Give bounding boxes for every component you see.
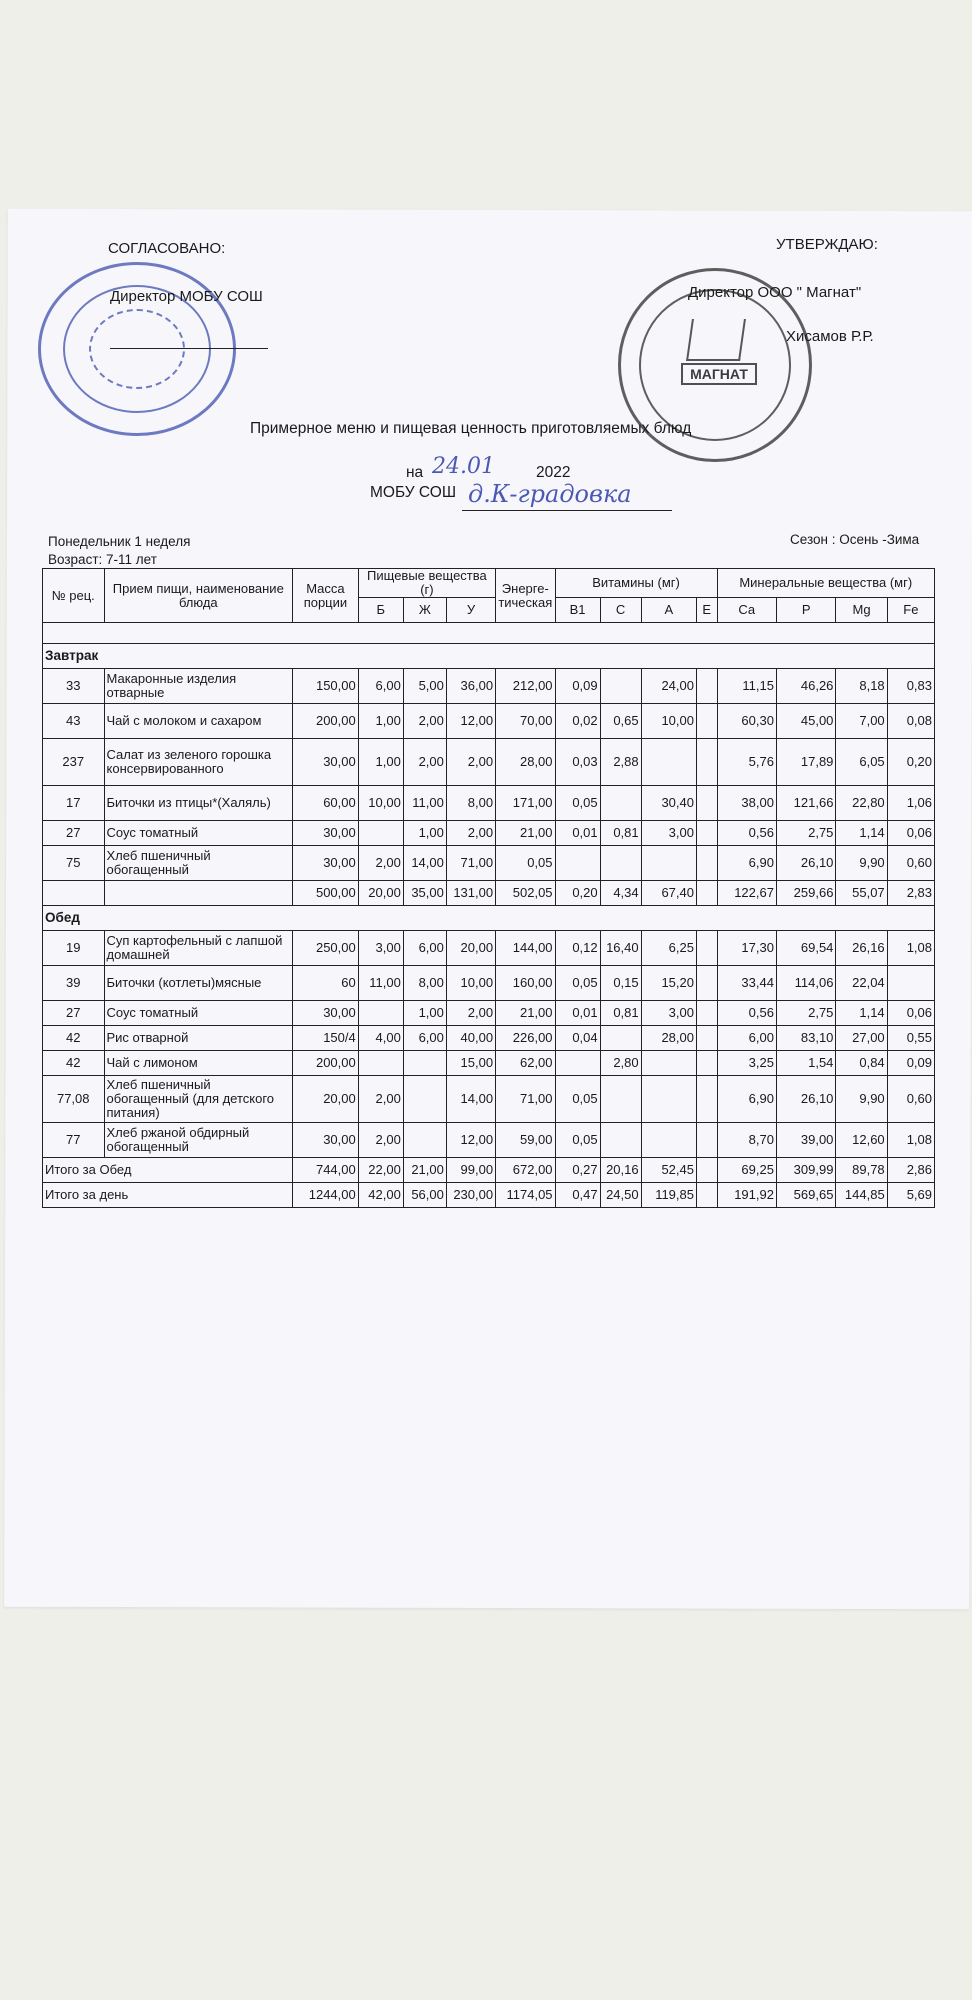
table-row: [43, 739, 935, 786]
value-ca: 0,56: [717, 821, 776, 846]
portion-mass: 30,00: [293, 1123, 359, 1158]
total-b: 20,00: [358, 881, 403, 906]
total-mg: 144,85: [836, 1183, 887, 1208]
col-u: У: [446, 598, 495, 623]
breakfast-total: [43, 881, 935, 906]
value-e: [696, 846, 717, 881]
value-b1: 0,05: [555, 1123, 600, 1158]
total-c: 20,16: [600, 1158, 641, 1183]
value-u: 36,00: [446, 669, 495, 704]
value-ca: 17,30: [717, 931, 776, 966]
value-zh: 6,00: [403, 1026, 446, 1051]
col-num: № рец.: [43, 569, 105, 623]
value-mg: 12,60: [836, 1123, 887, 1158]
right-director-name: Хисамов Р.Р.: [786, 328, 874, 345]
total-b: 42,00: [358, 1183, 403, 1208]
value-b: 1,00: [358, 704, 403, 739]
total-fe: 5,69: [887, 1183, 934, 1208]
col-energy: Энерге-тическая: [496, 569, 555, 623]
day-total-label: Итого за день: [43, 1183, 293, 1208]
value-e: [696, 1051, 717, 1076]
value-a: 15,20: [641, 966, 696, 1001]
value-mg: 22,04: [836, 966, 887, 1001]
date-handwritten: 24.01: [432, 454, 495, 479]
col-zh: Ж: [403, 598, 446, 623]
value-en: 21,00: [496, 821, 555, 846]
total-b1: 0,27: [555, 1158, 600, 1183]
value-c: 0,65: [600, 704, 641, 739]
value-e: [696, 739, 717, 786]
portion-mass: 60,00: [293, 786, 359, 821]
value-e: [696, 931, 717, 966]
value-e: [696, 1026, 717, 1051]
lunch-total-label: Итого за Обед: [43, 1158, 293, 1183]
recipe-number: 19: [43, 931, 105, 966]
value-en: 71,00: [496, 1076, 555, 1123]
value-ca: 6,90: [717, 1076, 776, 1123]
portion-mass: 30,00: [293, 821, 359, 846]
total-mg: 55,07: [836, 881, 887, 906]
total-zh: 56,00: [403, 1183, 446, 1208]
value-b: 1,00: [358, 739, 403, 786]
recipe-number: 77,08: [43, 1076, 105, 1123]
value-c: 2,88: [600, 739, 641, 786]
value-c: [600, 669, 641, 704]
value-e: [696, 966, 717, 1001]
value-zh: 2,00: [403, 739, 446, 786]
col-ca: Са: [717, 598, 776, 623]
total-mass: 1244,00: [293, 1183, 359, 1208]
value-b: 10,00: [358, 786, 403, 821]
total-en: 502,05: [496, 881, 555, 906]
value-mg: 27,00: [836, 1026, 887, 1051]
col-a: А: [641, 598, 696, 623]
approve-heading: УТВЕРЖДАЮ:: [776, 236, 878, 253]
value-mg: 0,84: [836, 1051, 887, 1076]
header-row-1: [43, 569, 935, 598]
table-row: [43, 931, 935, 966]
value-mg: 6,05: [836, 739, 887, 786]
empty-row: [43, 623, 935, 644]
dish-name: Чай с лимоном: [104, 1051, 293, 1076]
school-prefix: МОБУ СОШ: [370, 484, 457, 501]
value-en: 59,00: [496, 1123, 555, 1158]
col-nutrients: Пищевые вещества (г): [358, 569, 495, 598]
value-p: 17,89: [776, 739, 835, 786]
year: 2022: [536, 464, 571, 481]
table-row: [43, 1123, 935, 1158]
total-ca: 122,67: [717, 881, 776, 906]
value-c: 0,15: [600, 966, 641, 1001]
section-lunch-label: Обед: [43, 906, 935, 931]
section-breakfast: [43, 644, 935, 669]
empty-cell: [43, 881, 105, 906]
value-ca: 6,90: [717, 846, 776, 881]
value-mg: 7,00: [836, 704, 887, 739]
value-zh: 1,00: [403, 1001, 446, 1026]
value-fe: 0,20: [887, 739, 934, 786]
portion-mass: 30,00: [293, 846, 359, 881]
value-ca: 3,25: [717, 1051, 776, 1076]
value-b1: 0,09: [555, 669, 600, 704]
value-fe: 0,08: [887, 704, 934, 739]
value-fe: [887, 966, 934, 1001]
total-p: 569,65: [776, 1183, 835, 1208]
value-en: 226,00: [496, 1026, 555, 1051]
stamp-logo-text: МАГНАТ: [681, 363, 757, 385]
value-mg: 1,14: [836, 821, 887, 846]
value-b1: 0,05: [555, 966, 600, 1001]
total-u: 131,00: [446, 881, 495, 906]
section-breakfast-label: Завтрак: [43, 644, 935, 669]
season-label: Сезон : Осень -Зима: [790, 532, 920, 547]
value-p: 2,75: [776, 1001, 835, 1026]
col-meal: Прием пищи, наименование блюда: [104, 569, 293, 623]
dish-name: Биточки из птицы*(Халяль): [104, 786, 293, 821]
value-a: 3,00: [641, 1001, 696, 1026]
total-fe: 2,86: [887, 1158, 934, 1183]
value-u: 71,00: [446, 846, 495, 881]
total-ca: 191,92: [717, 1183, 776, 1208]
value-fe: 1,06: [887, 786, 934, 821]
value-mg: 22,80: [836, 786, 887, 821]
value-u: 8,00: [446, 786, 495, 821]
col-minerals: Минеральные вещества (мг): [717, 569, 934, 598]
col-e: Е: [696, 598, 717, 623]
value-c: [600, 786, 641, 821]
total-b1: 0,47: [555, 1183, 600, 1208]
total-e: [696, 881, 717, 906]
col-mg: Mg: [836, 598, 887, 623]
total-mg: 89,78: [836, 1158, 887, 1183]
recipe-number: 17: [43, 786, 105, 821]
value-fe: 0,83: [887, 669, 934, 704]
dish-name: Хлеб пшеничный обогащенный (для детского питания): [104, 1076, 293, 1123]
value-p: 114,06: [776, 966, 835, 1001]
dish-name: Соус томатный: [104, 821, 293, 846]
value-a: [641, 1123, 696, 1158]
value-c: [600, 1026, 641, 1051]
value-fe: 1,08: [887, 1123, 934, 1158]
value-mg: 1,14: [836, 1001, 887, 1026]
dish-name: Суп картофельный с лапшой домашней: [104, 931, 293, 966]
value-a: 28,00: [641, 1026, 696, 1051]
value-a: 3,00: [641, 821, 696, 846]
value-e: [696, 786, 717, 821]
lunch-total: [43, 1158, 935, 1183]
value-p: 1,54: [776, 1051, 835, 1076]
value-e: [696, 704, 717, 739]
value-en: 0,05: [496, 846, 555, 881]
value-c: 0,81: [600, 821, 641, 846]
total-zh: 21,00: [403, 1158, 446, 1183]
value-a: 10,00: [641, 704, 696, 739]
value-c: 16,40: [600, 931, 641, 966]
value-ca: 11,15: [717, 669, 776, 704]
value-en: 62,00: [496, 1051, 555, 1076]
total-c: 4,34: [600, 881, 641, 906]
total-a: 119,85: [641, 1183, 696, 1208]
recipe-number: 42: [43, 1051, 105, 1076]
value-b: 2,00: [358, 1076, 403, 1123]
value-zh: 2,00: [403, 704, 446, 739]
value-b1: 0,03: [555, 739, 600, 786]
total-fe: 2,83: [887, 881, 934, 906]
document-title: Примерное меню и пищевая ценность приготовляемых блюд: [250, 420, 692, 437]
value-mg: 9,90: [836, 1076, 887, 1123]
total-mass: 744,00: [293, 1158, 359, 1183]
value-u: 40,00: [446, 1026, 495, 1051]
dish-name: Салат из зеленого горошка консервированного: [104, 739, 293, 786]
value-ca: 38,00: [717, 786, 776, 821]
value-b1: 0,05: [555, 786, 600, 821]
value-en: 160,00: [496, 966, 555, 1001]
value-en: 212,00: [496, 669, 555, 704]
value-zh: 8,00: [403, 966, 446, 1001]
value-c: [600, 1076, 641, 1123]
school-underline: [462, 510, 672, 511]
value-b: [358, 1051, 403, 1076]
value-ca: 6,00: [717, 1026, 776, 1051]
value-en: 21,00: [496, 1001, 555, 1026]
total-en: 672,00: [496, 1158, 555, 1183]
value-p: 45,00: [776, 704, 835, 739]
value-en: 171,00: [496, 786, 555, 821]
value-b: 3,00: [358, 931, 403, 966]
table-row: [43, 1076, 935, 1123]
recipe-number: 75: [43, 846, 105, 881]
value-u: 12,00: [446, 1123, 495, 1158]
value-mg: 9,90: [836, 846, 887, 881]
total-u: 99,00: [446, 1158, 495, 1183]
value-mg: 26,16: [836, 931, 887, 966]
value-fe: 0,60: [887, 846, 934, 881]
value-a: [641, 739, 696, 786]
col-vitamins: Витамины (мг): [555, 569, 717, 598]
portion-mass: 150/4: [293, 1026, 359, 1051]
recipe-number: 39: [43, 966, 105, 1001]
col-b1: В1: [555, 598, 600, 623]
value-zh: 5,00: [403, 669, 446, 704]
value-b: 2,00: [358, 846, 403, 881]
value-fe: 0,09: [887, 1051, 934, 1076]
table-row: [43, 821, 935, 846]
value-b: [358, 1001, 403, 1026]
date-prefix: на: [406, 464, 424, 481]
value-p: 26,10: [776, 1076, 835, 1123]
value-b1: 0,05: [555, 1076, 600, 1123]
value-e: [696, 821, 717, 846]
portion-mass: 200,00: [293, 1051, 359, 1076]
value-b: 6,00: [358, 669, 403, 704]
value-u: 10,00: [446, 966, 495, 1001]
value-en: 28,00: [496, 739, 555, 786]
total-c: 24,50: [600, 1183, 641, 1208]
value-b: 11,00: [358, 966, 403, 1001]
total-zh: 35,00: [403, 881, 446, 906]
value-u: 15,00: [446, 1051, 495, 1076]
value-zh: 11,00: [403, 786, 446, 821]
value-p: 121,66: [776, 786, 835, 821]
portion-mass: 30,00: [293, 739, 359, 786]
value-ca: 0,56: [717, 1001, 776, 1026]
value-b1: [555, 1051, 600, 1076]
total-b: 22,00: [358, 1158, 403, 1183]
value-p: 69,54: [776, 931, 835, 966]
value-mg: 8,18: [836, 669, 887, 704]
value-p: 39,00: [776, 1123, 835, 1158]
total-a: 67,40: [641, 881, 696, 906]
dish-name: Хлеб ржаной обдирный обогащенный: [104, 1123, 293, 1158]
value-zh: [403, 1051, 446, 1076]
value-b1: 0,02: [555, 704, 600, 739]
value-ca: 60,30: [717, 704, 776, 739]
value-e: [696, 1076, 717, 1123]
value-ca: 33,44: [717, 966, 776, 1001]
age-label: Возраст: 7-11 лет: [48, 552, 157, 567]
portion-mass: 20,00: [293, 1076, 359, 1123]
col-c: С: [600, 598, 641, 623]
col-mass: Масса порции: [293, 569, 359, 623]
value-a: [641, 846, 696, 881]
value-b: [358, 821, 403, 846]
value-zh: 14,00: [403, 846, 446, 881]
portion-mass: 60: [293, 966, 359, 1001]
total-e: [696, 1183, 717, 1208]
value-a: 30,40: [641, 786, 696, 821]
table-row: [43, 966, 935, 1001]
total-a: 52,45: [641, 1158, 696, 1183]
value-u: 2,00: [446, 739, 495, 786]
dish-name: Чай с молоком и сахаром: [104, 704, 293, 739]
total-en: 1174,05: [496, 1183, 555, 1208]
recipe-number: 43: [43, 704, 105, 739]
value-zh: 6,00: [403, 931, 446, 966]
value-en: 144,00: [496, 931, 555, 966]
section-lunch: [43, 906, 935, 931]
menu-table: [42, 568, 935, 1208]
value-fe: 0,60: [887, 1076, 934, 1123]
value-b1: 0,12: [555, 931, 600, 966]
value-fe: 0,55: [887, 1026, 934, 1051]
value-u: 2,00: [446, 1001, 495, 1026]
recipe-number: 27: [43, 821, 105, 846]
dish-name: Макаронные изделия отварные: [104, 669, 293, 704]
dish-name: Биточки (котлеты)мясные: [104, 966, 293, 1001]
value-a: [641, 1051, 696, 1076]
value-a: [641, 1076, 696, 1123]
value-u: 14,00: [446, 1076, 495, 1123]
dish-name: Соус томатный: [104, 1001, 293, 1026]
value-e: [696, 1001, 717, 1026]
table-row: [43, 1051, 935, 1076]
recipe-number: 42: [43, 1026, 105, 1051]
school-handwritten: д.К-градовка: [468, 480, 632, 508]
value-en: 70,00: [496, 704, 555, 739]
value-fe: 1,08: [887, 931, 934, 966]
left-signature-line: [110, 348, 268, 349]
value-u: 20,00: [446, 931, 495, 966]
table-row: [43, 704, 935, 739]
total-mass: 500,00: [293, 881, 359, 906]
total-ca: 69,25: [717, 1158, 776, 1183]
value-p: 46,26: [776, 669, 835, 704]
agreed-heading: СОГЛАСОВАНО:: [108, 240, 226, 257]
value-zh: 1,00: [403, 821, 446, 846]
portion-mass: 250,00: [293, 931, 359, 966]
value-ca: 5,76: [717, 739, 776, 786]
portion-mass: 150,00: [293, 669, 359, 704]
table-row: [43, 1026, 935, 1051]
col-p: Р: [776, 598, 835, 623]
value-e: [696, 1123, 717, 1158]
col-fe: Fe: [887, 598, 934, 623]
value-c: 2,80: [600, 1051, 641, 1076]
value-a: 24,00: [641, 669, 696, 704]
value-e: [696, 669, 717, 704]
value-p: 83,10: [776, 1026, 835, 1051]
table-row: [43, 846, 935, 881]
dish-name: Рис отварной: [104, 1026, 293, 1051]
right-director-role: Директор ООО " Магнат": [688, 284, 862, 301]
value-b1: 0,04: [555, 1026, 600, 1051]
recipe-number: 77: [43, 1123, 105, 1158]
portion-mass: 30,00: [293, 1001, 359, 1026]
value-b1: 0,01: [555, 821, 600, 846]
total-e: [696, 1158, 717, 1183]
table-row: [43, 669, 935, 704]
table-row: [43, 1001, 935, 1026]
left-director-role: Директор МОБУ СОШ: [110, 288, 263, 305]
recipe-number: 33: [43, 669, 105, 704]
total-p: 309,99: [776, 1158, 835, 1183]
total-u: 230,00: [446, 1183, 495, 1208]
value-b1: [555, 846, 600, 881]
value-u: 2,00: [446, 821, 495, 846]
value-fe: 0,06: [887, 1001, 934, 1026]
value-zh: [403, 1123, 446, 1158]
value-c: [600, 1123, 641, 1158]
total-p: 259,66: [776, 881, 835, 906]
day-label: Понедельник 1 неделя: [48, 534, 191, 549]
value-u: 12,00: [446, 704, 495, 739]
recipe-number: 27: [43, 1001, 105, 1026]
value-b1: 0,01: [555, 1001, 600, 1026]
day-total: [43, 1183, 935, 1208]
recipe-number: 237: [43, 739, 105, 786]
col-b: Б: [358, 598, 403, 623]
value-c: 0,81: [600, 1001, 641, 1026]
value-fe: 0,06: [887, 821, 934, 846]
value-b: 4,00: [358, 1026, 403, 1051]
value-a: 6,25: [641, 931, 696, 966]
value-ca: 8,70: [717, 1123, 776, 1158]
empty-cell: [104, 881, 293, 906]
value-b: 2,00: [358, 1123, 403, 1158]
value-c: [600, 846, 641, 881]
value-p: 26,10: [776, 846, 835, 881]
portion-mass: 200,00: [293, 704, 359, 739]
total-b1: 0,20: [555, 881, 600, 906]
value-p: 2,75: [776, 821, 835, 846]
value-zh: [403, 1076, 446, 1123]
table-row: [43, 786, 935, 821]
dish-name: Хлеб пшеничный обогащенный: [104, 846, 293, 881]
